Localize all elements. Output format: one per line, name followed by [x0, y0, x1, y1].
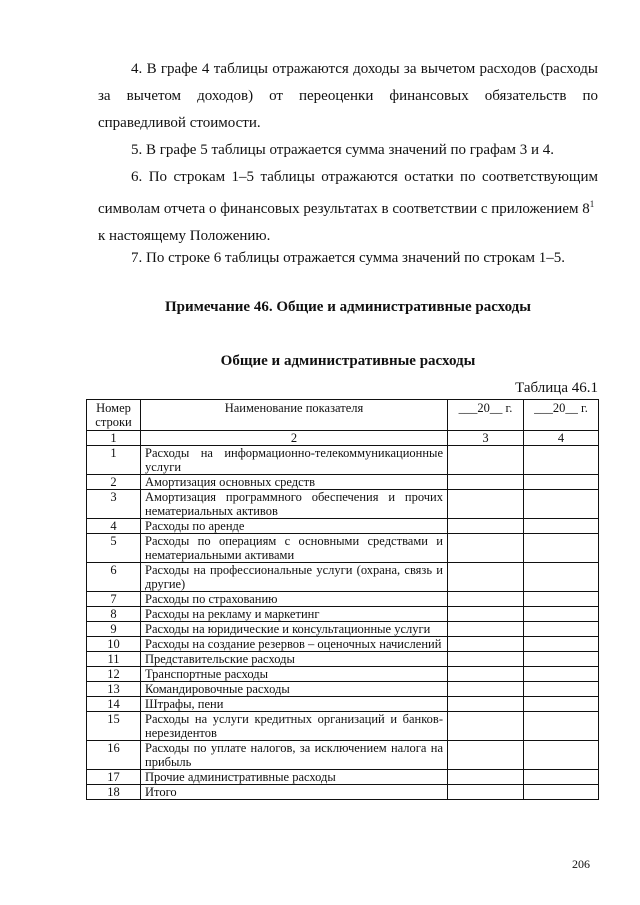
table-row [87, 563, 599, 592]
row-number: 18 [87, 785, 141, 800]
table-row [87, 697, 599, 712]
row-number: 6 [87, 563, 141, 592]
row-name: Амортизация основных средств [141, 475, 448, 490]
value-cell [448, 770, 524, 785]
value-cell [448, 534, 524, 563]
row-name: Прочие административные расходы [141, 770, 448, 785]
value-cell [524, 534, 599, 563]
row-number: 14 [87, 697, 141, 712]
value-cell [524, 741, 599, 770]
row-number: 15 [87, 712, 141, 741]
row-number: 5 [87, 534, 141, 563]
row-name: Транспортные расходы [141, 667, 448, 682]
row-name: Расходы на создание резервов – оценочных начислений [141, 637, 448, 652]
header-row-number: Номер строки [87, 400, 141, 431]
table-index-row [87, 431, 599, 446]
row-name: Штрафы, пени [141, 697, 448, 712]
value-cell [448, 446, 524, 475]
value-cell [524, 667, 599, 682]
value-cell [448, 607, 524, 622]
value-cell [448, 741, 524, 770]
page-number: 206 [572, 857, 590, 871]
row-number: 11 [87, 652, 141, 667]
value-cell [448, 682, 524, 697]
paragraph-4 [98, 56, 598, 137]
header-indicator-name: Наименование показателя [141, 400, 448, 431]
value-cell [448, 667, 524, 682]
table-row [87, 770, 599, 785]
table-row [87, 490, 599, 519]
row-name: Расходы на профессиональные услуги (охрана, связь и другие) [141, 563, 448, 592]
table-row [87, 637, 599, 652]
table-row [87, 785, 599, 800]
row-name: Расходы по страхованию [141, 592, 448, 607]
table-row [87, 446, 599, 475]
row-name: Расходы по операциям с основными средствами и нематериальными активами [141, 534, 448, 563]
table-row [87, 534, 599, 563]
table-row [87, 741, 599, 770]
value-cell [524, 682, 599, 697]
value-cell [448, 652, 524, 667]
table-row [87, 712, 599, 741]
footnote-superscript: 1 [589, 199, 595, 209]
value-cell [448, 785, 524, 800]
table-row [87, 592, 599, 607]
table-row [87, 607, 599, 622]
paragraph-6 [98, 164, 598, 250]
row-number: 1 [87, 446, 141, 475]
table-row [87, 652, 599, 667]
index-cell: 3 [448, 431, 524, 446]
value-cell [524, 785, 599, 800]
value-cell [448, 519, 524, 534]
value-cell [524, 770, 599, 785]
value-cell [524, 475, 599, 490]
row-name: Расходы на услуги кредитных организаций и банков-нерезидентов [141, 712, 448, 741]
paragraph-4-line-2: за вычетом доходов) от переоценки финансовых обязательств по [98, 88, 598, 104]
value-cell [524, 563, 599, 592]
row-number: 16 [87, 741, 141, 770]
index-cell: 2 [141, 431, 448, 446]
paragraph-5-text: 5. В графе 5 таблицы отражается сумма значений по графам 3 и 4. [131, 142, 554, 158]
paragraph-5 [98, 137, 598, 164]
row-name: Командировочные расходы [141, 682, 448, 697]
table-row [87, 682, 599, 697]
value-cell [448, 712, 524, 741]
paragraph-7-text: 7. По строке 6 таблицы отражается сумма значений по строкам 1–5. [131, 250, 565, 266]
row-number: 8 [87, 607, 141, 622]
index-cell: 1 [87, 431, 141, 446]
row-number: 13 [87, 682, 141, 697]
value-cell [524, 446, 599, 475]
value-cell [524, 519, 599, 534]
row-name: Итого [141, 785, 448, 800]
row-number: 9 [87, 622, 141, 637]
row-name: Представительские расходы [141, 652, 448, 667]
index-cell: 4 [524, 431, 599, 446]
table-header-row [87, 400, 599, 431]
row-number: 10 [87, 637, 141, 652]
row-number: 7 [87, 592, 141, 607]
row-number: 3 [87, 490, 141, 519]
table-row [87, 519, 599, 534]
header-period-1: ___20__ г. [448, 400, 524, 431]
value-cell [448, 637, 524, 652]
table-row [87, 622, 599, 637]
value-cell [448, 697, 524, 712]
value-cell [524, 490, 599, 519]
paragraph-6-line-1: 6. По строкам 1–5 таблицы отражаются остатки по соответствующим [131, 169, 598, 185]
value-cell [524, 637, 599, 652]
table-row [87, 475, 599, 490]
value-cell [448, 563, 524, 592]
paragraph-7 [98, 245, 598, 272]
paragraph-4-line-1: 4. В графе 4 таблицы отражаются доходы за вычетом расходов (расходы [131, 61, 598, 77]
row-name: Амортизация программного обеспечения и прочих нематериальных активов [141, 490, 448, 519]
row-number: 17 [87, 770, 141, 785]
row-name: Расходы по уплате налогов, за исключением налога на прибыль [141, 741, 448, 770]
row-name: Расходы на рекламу и маркетинг [141, 607, 448, 622]
row-name: Расходы по аренде [141, 519, 448, 534]
value-cell [448, 490, 524, 519]
paragraph-4-line-3: справедливой стоимости. [98, 115, 261, 131]
value-cell [448, 592, 524, 607]
paragraph-6-line-3: к настоящему Положению. [98, 228, 271, 244]
row-number: 4 [87, 519, 141, 534]
value-cell [524, 697, 599, 712]
value-cell [524, 607, 599, 622]
table-row [87, 667, 599, 682]
note-heading: Примечание 46. Общие и административные расходы [165, 299, 531, 315]
value-cell [448, 475, 524, 490]
value-cell [524, 622, 599, 637]
header-period-2: ___20__ г. [524, 400, 599, 431]
row-number: 2 [87, 475, 141, 490]
value-cell [524, 712, 599, 741]
row-number: 12 [87, 667, 141, 682]
row-name: Расходы на информационно-телекоммуникационные услуги [141, 446, 448, 475]
paragraph-6-line-2: символам отчета о финансовых результатах в соответствии с приложением 8 [98, 201, 590, 217]
row-name: Расходы на юридические и консультационные услуги [141, 622, 448, 637]
value-cell [448, 622, 524, 637]
value-cell [524, 652, 599, 667]
table-title: Общие и административные расходы [220, 353, 476, 369]
expenses-table [86, 399, 599, 800]
table-number: Таблица 46.1 [515, 380, 598, 396]
value-cell [524, 592, 599, 607]
